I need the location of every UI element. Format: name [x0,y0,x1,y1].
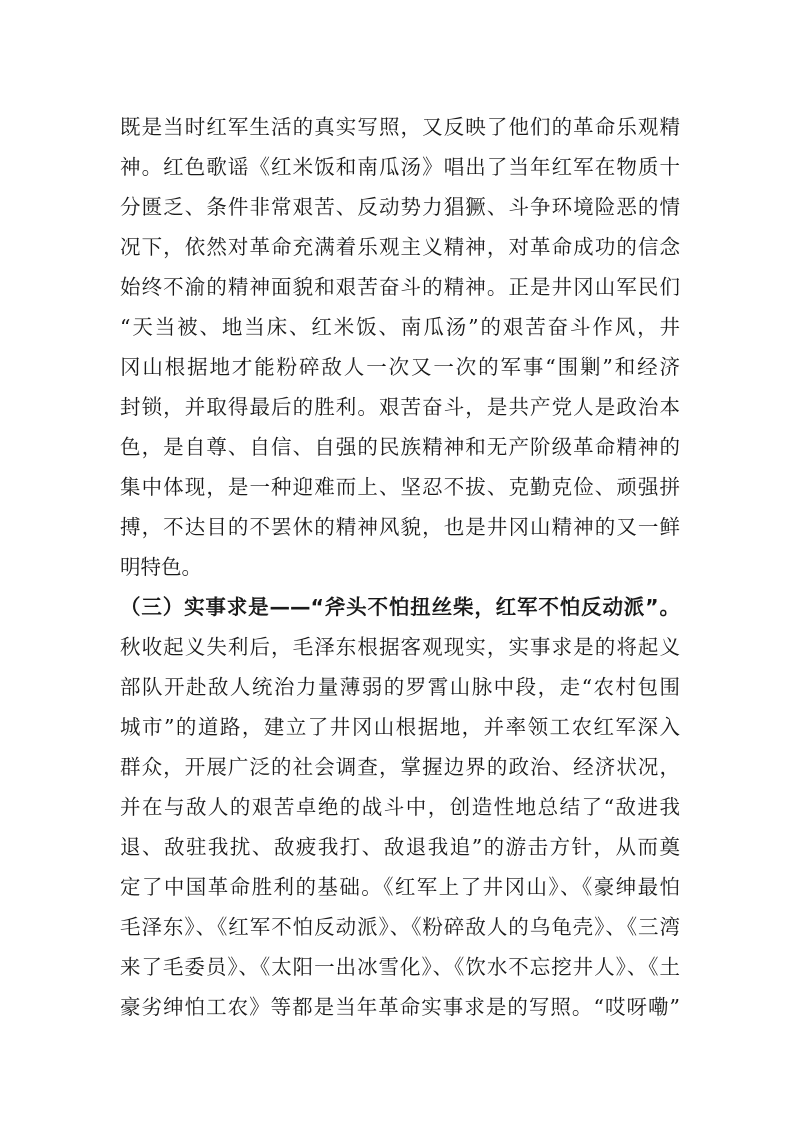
paragraph-line: 况下，依然对革命充满着乐观主义精神，对革命成功的信念 [120,235,680,259]
paragraph-line: “天当被、地当床、红米饭、南瓜汤”的艰苦奋斗作风，井 [120,315,680,339]
paragraph-line: 神。红色歌谣《红米饭和南瓜汤》唱出了当年红军在物质十 [120,155,680,179]
paragraph-line: 退、敌驻我扰、敌疲我打、敌退我追”的游击方针，从而奠 [120,835,680,859]
paragraph-line: 群众，开展广泛的社会调查，掌握边界的政治、经济状况， [120,755,680,779]
paragraph-line: 城市”的道路，建立了井冈山根据地，并率领工农红军深入 [120,715,680,739]
paragraph-line: 始终不渝的精神面貌和艰苦奋斗的精神。正是井冈山军民们 [120,275,680,299]
paragraph-line: 分匮乏、条件非常艰苦、反动势力猖獗、斗争环境险恶的情 [120,195,680,219]
paragraph-line: 部队开赴敌人统治力量薄弱的罗霄山脉中段，走“农村包围 [120,675,680,699]
paragraph-line: 并在与敌人的艰苦卓绝的战斗中，创造性地总结了“敌进我 [120,795,680,819]
paragraph-line: 秋收起义失利后，毛泽东根据客观现实，实事求是的将起义 [120,635,680,659]
section-heading: （三）实事求是——“斧头不怕扭丝柴，红军不怕反动派”。 [120,595,680,619]
paragraph-line: 毛泽东》、《红军不怕反动派》、《粉碎敌人的乌龟壳》、《三湾 [120,915,680,939]
paragraph-line: 冈山根据地才能粉碎敌人一次又一次的军事“围剿”和经济 [120,355,680,379]
paragraph-line: 明特色。 [120,555,202,579]
paragraph-line: 色，是自尊、自信、自强的民族精神和无产阶级革命精神的 [120,435,680,459]
paragraph-line: 集中体现，是一种迎难而上、坚忍不拔、克勤克俭、顽强拼 [120,475,680,499]
paragraph-line: 豪劣绅怕工农》等都是当年革命实事求是的写照。“哎呀嘞” [120,995,680,1019]
paragraph-line: 既是当时红军生活的真实写照，又反映了他们的革命乐观精 [120,115,680,139]
paragraph-line: 封锁，并取得最后的胜利。艰苦奋斗，是共产党人是政治本 [120,395,680,419]
paragraph-line: 来了毛委员》、《太阳一出冰雪化》、《饮水不忘挖井人》、《土 [120,955,680,979]
paragraph-line: 搏，不达目的不罢休的精神风貌，也是井冈山精神的又一鲜 [120,515,680,539]
paragraph-line: 定了中国革命胜利的基础。《红军上了井冈山》、《豪绅最怕 [120,875,680,899]
